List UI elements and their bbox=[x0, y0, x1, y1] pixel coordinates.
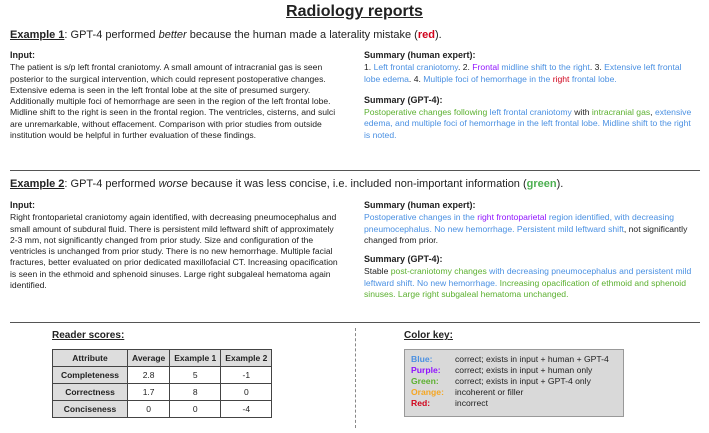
page-title: Radiology reports bbox=[286, 3, 423, 20]
color-key-name: Orange: bbox=[411, 387, 444, 397]
table-cell: 1.7 bbox=[128, 384, 170, 401]
example-1-gpt-heading: Summary (GPT-4): bbox=[364, 94, 443, 105]
divider bbox=[355, 328, 356, 428]
example1-human-segment: right bbox=[552, 73, 570, 84]
example-1-gpt-summary bbox=[364, 107, 694, 141]
color-key-description: correct; exists in input + human + GPT-4 bbox=[455, 354, 609, 364]
example-2-gpt-summary bbox=[364, 266, 694, 300]
table-cell: 0 bbox=[170, 401, 221, 418]
color-key-name: Purple: bbox=[411, 365, 441, 375]
table-cell: 0 bbox=[128, 401, 170, 418]
color-key-description: correct; exists in input + human only bbox=[455, 365, 593, 375]
example-2-header-key: green bbox=[526, 178, 557, 190]
example1-gpt-segment: extensive edema, and multiple foci of hemorrhage in the left frontal lobe. Midline shift to the right is noted. bbox=[364, 107, 692, 140]
table-body bbox=[53, 367, 272, 418]
color-key-entry bbox=[411, 376, 617, 387]
table-row bbox=[53, 401, 272, 418]
color-key-name: Green: bbox=[411, 376, 439, 386]
example1-human-segment: 1. bbox=[364, 62, 374, 73]
example-1-header-pre: : GPT-4 performed bbox=[64, 29, 159, 41]
color-key-entry bbox=[411, 365, 617, 376]
example1-human-segment: Frontal bbox=[472, 62, 500, 73]
example-1-human-summary bbox=[364, 62, 694, 85]
example-1-input-text: The patient is s/p left frontal craniotomy. A small amount of intracranial gas is seen posterior to the surgical intervention, which could represent postoperative changes. Extensive edema is seen in the left frontal lobe at the site of presumed surgery. Additionally multiple foci of hemorrhage are seen in the region of the left frontal lobe. Midline shift to the right is seen in the frontal region. The ventricles, cisterns, and sulci are unremarkable, without effacement. Comparison with prior studies from outside institution would be helpful in further evaluation of these findings. bbox=[10, 62, 336, 141]
color-key-title-text: Color key bbox=[404, 330, 450, 341]
color-key-box bbox=[404, 349, 624, 417]
table-cell: 0 bbox=[221, 384, 272, 401]
example-2-header-end: ). bbox=[556, 178, 564, 190]
example-1-summaries bbox=[364, 50, 694, 141]
example-2-gpt-heading: Summary (GPT-4): bbox=[364, 254, 443, 265]
example-2-input-heading: Input: bbox=[10, 200, 35, 210]
example-1-header-end: ). bbox=[434, 29, 442, 41]
example1-human-segment: Left frontal craniotomy bbox=[373, 62, 458, 73]
example2-gpt-segment: Increasing opacification of ethmoid and sphenoid sinuses. Large right subgaleal hematoma unchanged. bbox=[364, 277, 686, 300]
example1-gpt-segment: with bbox=[571, 107, 592, 118]
divider bbox=[10, 322, 700, 323]
example-2-human-heading: Summary (human expert): bbox=[364, 200, 476, 210]
example1-human-segment: . 4. bbox=[408, 73, 424, 84]
table-cell: Conciseness bbox=[53, 401, 128, 418]
color-key-description: incorrect bbox=[455, 398, 488, 408]
color-key-name: Red: bbox=[411, 398, 431, 408]
table-header-cell: Attribute bbox=[53, 350, 128, 367]
reader-scores-title-suffix: : bbox=[120, 330, 125, 341]
example2-human-segment: region identified, with decreasing pneumocephalus. No new hemorrhage. Persistent mild leftward shift bbox=[364, 212, 675, 234]
divider bbox=[10, 170, 700, 171]
example1-gpt-segment: left frontal craniotomy bbox=[489, 107, 572, 118]
table-header-cell: Example 1 bbox=[170, 350, 221, 367]
example-2-header-pre: : GPT-4 performed bbox=[64, 178, 159, 190]
color-key-entry bbox=[411, 398, 617, 409]
example-2-header bbox=[10, 178, 563, 190]
example-2-header-post: because it was less concise, i.e. included non-important information ( bbox=[187, 178, 527, 190]
table-cell: Correctness bbox=[53, 384, 128, 401]
example1-human-segment: . 3. bbox=[589, 62, 605, 73]
color-key-title-suffix: : bbox=[449, 330, 453, 341]
table-cell: Completeness bbox=[53, 367, 128, 384]
table-header-row bbox=[53, 350, 272, 367]
example1-human-segment: frontal lobe. bbox=[569, 73, 617, 84]
table-header-cell: Average bbox=[128, 350, 170, 367]
example-1-input-heading: Input: bbox=[10, 50, 35, 60]
example-2-human-summary bbox=[364, 212, 694, 246]
color-key-entry bbox=[411, 354, 617, 365]
example-2-input bbox=[10, 200, 340, 291]
table-row bbox=[53, 367, 272, 384]
table-cell: -4 bbox=[221, 401, 272, 418]
example1-human-segment: midline shift to the right bbox=[499, 62, 590, 73]
example-2-header-em: worse bbox=[158, 178, 188, 190]
reader-scores-table bbox=[52, 349, 272, 418]
example1-human-segment: Multiple foci of hemorrhage in the bbox=[423, 73, 553, 84]
example-2-input-text: Right frontoparietal craniotomy again identified, with decreasing pneumocephalus and small amount of subdural fluid. There is persistent mild leftward shift of approximately 2-3 mm, not significantly changed from prior study. Size and configuration of the ventricles is unchanged from prior study. There is no new hemorrhage. Multiple facial fractures, better evaluated on prior dedicated maxillofacial CT. Increasing opacification is seen in the ethmoid and sphenoid sinuses. Large right subgaleal hematoma again identified. bbox=[10, 212, 338, 291]
color-key-name: Blue: bbox=[411, 354, 433, 364]
example-1-human-heading: Summary (human expert): bbox=[364, 50, 476, 60]
color-key-entry bbox=[411, 387, 617, 398]
example2-gpt-segment: post-craniotomy changes bbox=[390, 266, 487, 277]
reader-scores-title bbox=[52, 330, 124, 341]
table-cell: 8 bbox=[170, 384, 221, 401]
color-key-title bbox=[404, 330, 453, 341]
table-cell: 2.8 bbox=[128, 367, 170, 384]
table-cell: -1 bbox=[221, 367, 272, 384]
table-cell: 5 bbox=[170, 367, 221, 384]
example2-human-segment: right frontoparietal bbox=[477, 212, 547, 223]
example-2-label: Example 2 bbox=[10, 178, 65, 190]
example2-human-segment: Postoperative changes in the bbox=[364, 212, 478, 223]
example-1-header-em: better bbox=[158, 29, 187, 41]
example-1-header-key: red bbox=[417, 29, 435, 41]
table-header-cell: Example 2 bbox=[221, 350, 272, 367]
example1-gpt-segment: , bbox=[650, 107, 655, 118]
color-key-description: correct; exists in input + GPT-4 only bbox=[455, 376, 591, 386]
example2-human-segment: , not significantly changed from prior. bbox=[364, 223, 688, 245]
example-1-header-post: because the human made a laterality mistake ( bbox=[186, 29, 418, 41]
example-2-summaries bbox=[364, 200, 694, 300]
example1-human-segment: Extensive left frontal lobe edema bbox=[364, 62, 682, 84]
example1-gpt-segment: intracranial gas bbox=[591, 107, 651, 118]
color-key-description: incoherent or filler bbox=[455, 387, 524, 397]
example-1-label: Example 1 bbox=[10, 29, 65, 41]
example2-gpt-segment: with decreasing pneumocephalus and persistent mild leftward shift. No new hemorrhage. bbox=[364, 266, 692, 288]
example-1-input bbox=[10, 50, 340, 141]
example-1-header bbox=[10, 29, 442, 41]
table-row bbox=[53, 384, 272, 401]
example2-gpt-segment: Stable bbox=[364, 266, 391, 277]
example1-gpt-segment: Postoperative changes following bbox=[364, 107, 490, 118]
example1-human-segment: . 2. bbox=[457, 62, 473, 73]
reader-scores-title-text: Reader scores bbox=[52, 330, 121, 341]
